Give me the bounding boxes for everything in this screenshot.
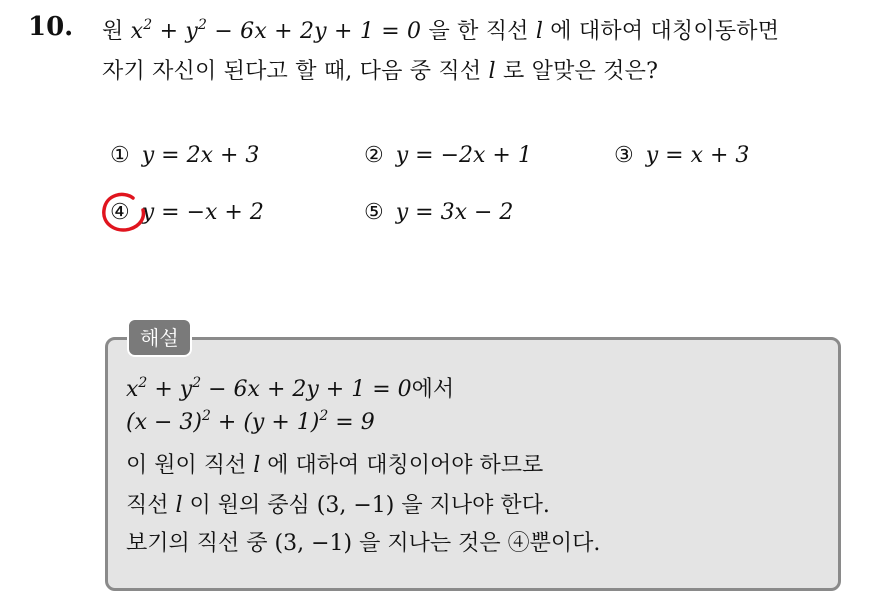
- choice-expression: y = x + 3: [645, 143, 750, 168]
- line-variable: l: [535, 19, 544, 44]
- solution-line-4: 직선 l 이 원의 중심 (3, −1) 을 지나야 한다.: [126, 493, 550, 518]
- choice-2[interactable]: [364, 143, 532, 168]
- solution-label: 해설: [127, 318, 192, 357]
- choice-4[interactable]: [110, 200, 264, 225]
- choice-1[interactable]: [110, 143, 259, 168]
- choice-expression: y = −x + 2: [141, 200, 264, 225]
- choice-number: ①: [110, 143, 130, 168]
- choice-expression: y = −2x + 1: [395, 143, 532, 168]
- solution-line-2: $(x - 3)^2 + (y + 1)^2 = 9$: [126, 408, 375, 435]
- choice-number: ③: [614, 143, 634, 168]
- choice-5[interactable]: [364, 200, 513, 225]
- line-variable: l: [488, 59, 496, 84]
- solution-line-5: 보기의 직선 중 (3, −1) 을 지나는 것은 ④뿐이다.: [126, 531, 601, 556]
- choice-3[interactable]: [614, 143, 749, 168]
- question-text-line-2: 자기 자신이 된다고 할 때, 다음 중 직선 l 로 알맞은 것은?: [102, 59, 659, 84]
- choice-expression: y = 3x − 2: [395, 200, 514, 225]
- choice-number: ②: [364, 143, 384, 168]
- choice-number: ⑤: [364, 200, 384, 225]
- choice-number: ④: [110, 200, 130, 225]
- solution-line-3: 이 원이 직선 l 에 대하여 대칭이어야 하므로: [126, 453, 544, 478]
- question-equation: $x^2 + y^2 - 6x + 2y + 1 = 0$: [130, 17, 422, 44]
- solution-line-1: $x^2 + y^2 - 6x + 2y + 1 = 0$에서: [126, 375, 455, 402]
- question-text-line-1: 원 $x^2 + y^2 - 6x + 2y + 1 = 0$ 을 한 직선 l 에 대하여 대칭이동하면: [102, 17, 780, 44]
- question-number: 10.: [28, 12, 74, 42]
- choice-expression: y = 2x + 3: [141, 143, 260, 168]
